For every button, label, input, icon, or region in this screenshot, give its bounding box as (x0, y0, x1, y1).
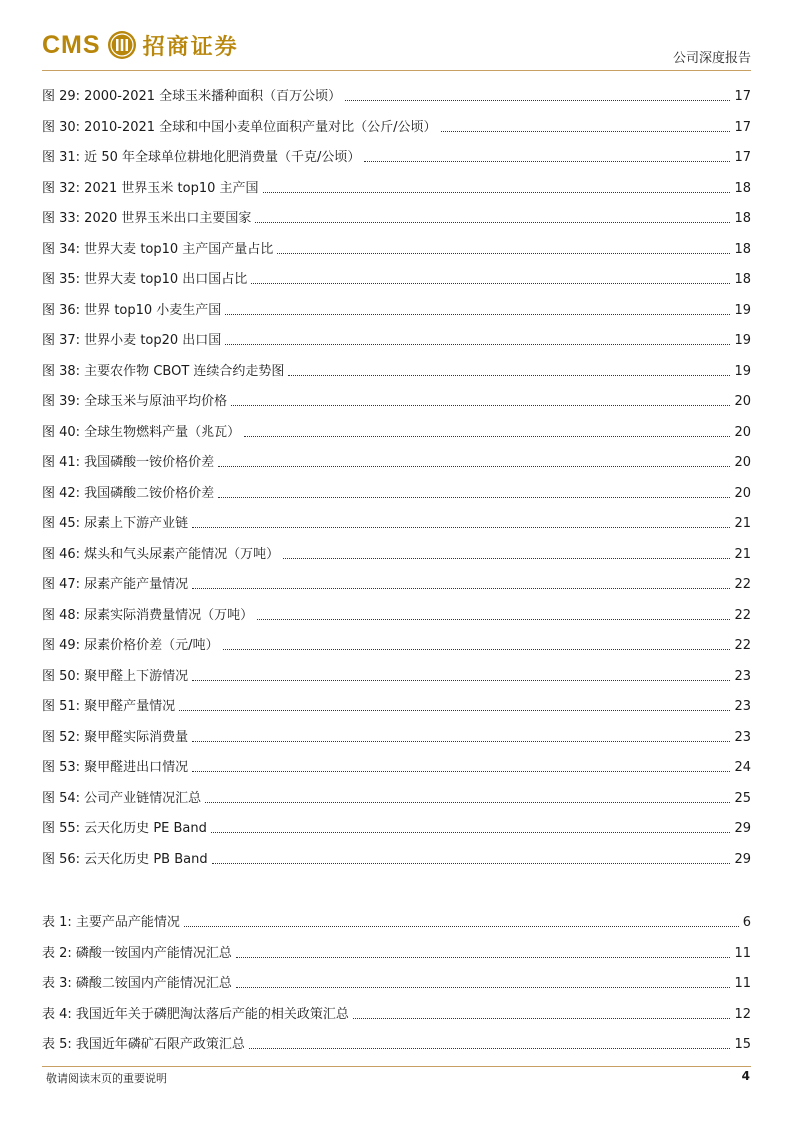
header-divider (42, 70, 751, 71)
figure-toc-row[interactable] (42, 421, 751, 441)
toc-entry-label: 图 47: 尿素产能产量情况 (42, 577, 189, 592)
figure-toc-row[interactable] (42, 116, 751, 136)
toc-entry-page: 18 (734, 272, 751, 287)
figure-toc-row[interactable] (42, 665, 751, 685)
toc-entry-label: 图 37: 世界小麦 top20 出口国 (42, 333, 222, 348)
toc-entry-page: 11 (734, 976, 751, 991)
toc-entry-label: 图 54: 公司产业链情况汇总 (42, 790, 202, 806)
table-toc-row[interactable] (42, 972, 751, 992)
dot-leader (263, 191, 731, 193)
figure-toc-row[interactable] (42, 695, 751, 715)
toc-entry-page: 20 (734, 424, 751, 440)
toc-entry-label: 图 33: 2020 世界玉米出口主要国家 (42, 211, 252, 226)
toc-entry-label: 图 52: 聚甲醛实际消费量 (42, 729, 189, 745)
toc-entry-label: 表 3: 磷酸二铵国内产能情况汇总 (42, 976, 232, 991)
dot-leader (179, 709, 730, 711)
toc-entry-label: 图 29: 2000-2021 全球玉米播种面积（百万公顷） (42, 89, 342, 104)
dot-leader (192, 679, 730, 681)
toc-entry-page: 24 (734, 760, 751, 775)
toc-entry-label: 表 1: 主要产品产能情况 (42, 915, 180, 930)
dot-leader (441, 130, 731, 132)
page-header (0, 0, 793, 75)
toc-entry-page: 15 (734, 1037, 751, 1052)
figure-toc-row[interactable] (42, 573, 751, 593)
figure-toc-row[interactable] (42, 238, 751, 258)
toc-entry-label: 图 50: 聚甲醛上下游情况 (42, 668, 189, 684)
dot-leader (345, 99, 730, 101)
dot-leader (353, 1017, 731, 1019)
company-logo (42, 28, 239, 62)
page-number: 4 (741, 1069, 750, 1083)
dot-leader (236, 986, 731, 988)
toc-entry-label: 图 55: 云天化历史 PE Band (42, 821, 207, 836)
toc-entry-label: 图 51: 聚甲醛产量情况 (42, 699, 176, 714)
table-toc-row[interactable] (42, 942, 751, 962)
dot-leader (364, 160, 730, 162)
toc-entry-page: 20 (734, 394, 751, 409)
toc-entry-page: 23 (734, 699, 751, 714)
toc-entry-page: 12 (734, 1006, 751, 1022)
toc-entry-page: 17 (734, 119, 751, 135)
toc-entry-page: 22 (734, 607, 751, 623)
figure-toc-row[interactable] (42, 787, 751, 807)
toc-entry-label: 图 36: 世界 top10 小麦生产国 (42, 302, 222, 318)
dot-leader (288, 374, 730, 376)
toc-entry-page: 23 (734, 668, 751, 684)
toc-entry-page: 22 (734, 638, 751, 653)
toc-entry-label: 图 42: 我国磷酸二铵价格价差 (42, 485, 215, 501)
figure-toc-row[interactable] (42, 207, 751, 227)
dot-leader (251, 282, 730, 284)
table-toc-row[interactable] (42, 911, 751, 931)
toc-entry-page: 29 (734, 851, 751, 867)
figure-toc-row[interactable] (42, 268, 751, 288)
figure-toc-row[interactable] (42, 726, 751, 746)
toc-entry-label: 图 53: 聚甲醛进出口情况 (42, 760, 189, 775)
figure-toc-row[interactable] (42, 604, 751, 624)
dot-leader (231, 404, 730, 406)
toc-entry-label: 图 32: 2021 世界玉米 top10 主产国 (42, 180, 259, 196)
dot-leader (192, 526, 730, 528)
figure-toc-row[interactable] (42, 848, 751, 868)
toc-entry-label: 图 48: 尿素实际消费量情况（万吨） (42, 607, 254, 623)
toc-entry-page: 29 (734, 821, 751, 836)
footer-divider (42, 1066, 751, 1067)
logo-latin-text: CMS (42, 30, 101, 59)
toc-entry-label: 图 41: 我国磷酸一铵价格价差 (42, 455, 215, 470)
toc-entry-page: 17 (734, 150, 751, 165)
dot-leader (225, 313, 730, 315)
footer-notice: 敬请阅读末页的重要说明 (46, 1072, 167, 1085)
figure-toc-row[interactable] (42, 146, 751, 166)
toc-entry-page: 20 (734, 485, 751, 501)
toc-entry-label: 表 2: 磷酸一铵国内产能情况汇总 (42, 945, 232, 961)
toc-entry-page: 19 (734, 302, 751, 318)
toc-entry-page: 19 (734, 333, 751, 348)
toc-entry-label: 图 34: 世界大麦 top10 主产国产量占比 (42, 241, 274, 257)
figure-toc-row[interactable] (42, 634, 751, 654)
dot-leader (192, 587, 730, 589)
dot-leader (184, 925, 739, 927)
dot-leader (223, 648, 731, 650)
figure-toc-row[interactable] (42, 390, 751, 410)
toc-entry-page: 23 (734, 729, 751, 745)
figure-toc-row[interactable] (42, 512, 751, 532)
dot-leader (225, 343, 730, 345)
toc-entry-label: 表 5: 我国近年磷矿石限产政策汇总 (42, 1037, 245, 1052)
toc-entry-page: 18 (734, 241, 751, 257)
figure-toc-row[interactable] (42, 299, 751, 319)
dot-leader (218, 496, 730, 498)
table-toc-row[interactable] (42, 1033, 751, 1053)
table-toc-row[interactable] (42, 1003, 751, 1023)
dot-leader (283, 557, 730, 559)
figure-toc-row[interactable] (42, 756, 751, 776)
toc-entry-page: 18 (734, 180, 751, 196)
toc-entry-label: 图 30: 2010-2021 全球和中国小麦单位面积产量对比（公斤/公顷） (42, 119, 437, 135)
dot-leader (211, 831, 731, 833)
toc-entry-page: 22 (734, 577, 751, 592)
dot-leader (277, 252, 730, 254)
dot-leader (212, 862, 731, 864)
logo-emblem-icon (107, 30, 137, 60)
figure-toc-row[interactable] (42, 329, 751, 349)
toc-entry-page: 19 (734, 363, 751, 379)
report-type-label: 公司深度报告 (672, 51, 751, 66)
toc-entry-label: 图 49: 尿素价格价差（元/吨） (42, 638, 219, 653)
toc-entry-page: 21 (734, 516, 751, 531)
dot-leader (236, 956, 731, 958)
toc-entry-label: 图 38: 主要农作物 CBOT 连续合约走势图 (42, 363, 285, 379)
dot-leader (249, 1047, 731, 1049)
dot-leader (192, 770, 730, 772)
figure-toc-row[interactable] (42, 543, 751, 563)
dot-leader (218, 465, 730, 467)
toc-entry-label: 图 39: 全球玉米与原油平均价格 (42, 394, 228, 409)
toc-entry-page: 25 (734, 790, 751, 806)
toc-entry-label: 图 46: 煤头和气头尿素产能情况（万吨） (42, 546, 280, 562)
figure-toc-row[interactable] (42, 85, 751, 105)
logo-chinese-text: 招商证券 (142, 33, 239, 60)
figure-toc-row[interactable] (42, 177, 751, 197)
figure-toc-row[interactable] (42, 360, 751, 380)
toc-entry-page: 17 (734, 89, 751, 104)
toc-entry-page: 20 (734, 455, 751, 470)
toc-entry-label: 图 31: 近 50 年全球单位耕地化肥消费量（千克/公顷） (42, 150, 361, 165)
dot-leader (257, 618, 730, 620)
toc-entry-label: 图 35: 世界大麦 top10 出口国占比 (42, 272, 248, 287)
toc-entry-label: 图 56: 云天化历史 PB Band (42, 851, 208, 867)
toc-entry-label: 图 45: 尿素上下游产业链 (42, 516, 189, 531)
toc-entry-page: 11 (734, 945, 751, 961)
figure-toc-row[interactable] (42, 482, 751, 502)
toc-entry-page: 18 (734, 211, 751, 226)
figure-toc-row[interactable] (42, 817, 751, 837)
toc-entry-page: 6 (742, 915, 751, 930)
toc-entry-label: 图 40: 全球生物燃料产量（兆瓦） (42, 424, 241, 440)
toc-entry-label: 表 4: 我国近年关于磷肥淘汰落后产能的相关政策汇总 (42, 1006, 349, 1022)
dot-leader (244, 435, 730, 437)
dot-leader (192, 740, 730, 742)
figure-toc-row[interactable] (42, 451, 751, 471)
toc-entry-page: 21 (734, 546, 751, 562)
dot-leader (255, 221, 730, 223)
dot-leader (205, 801, 730, 803)
